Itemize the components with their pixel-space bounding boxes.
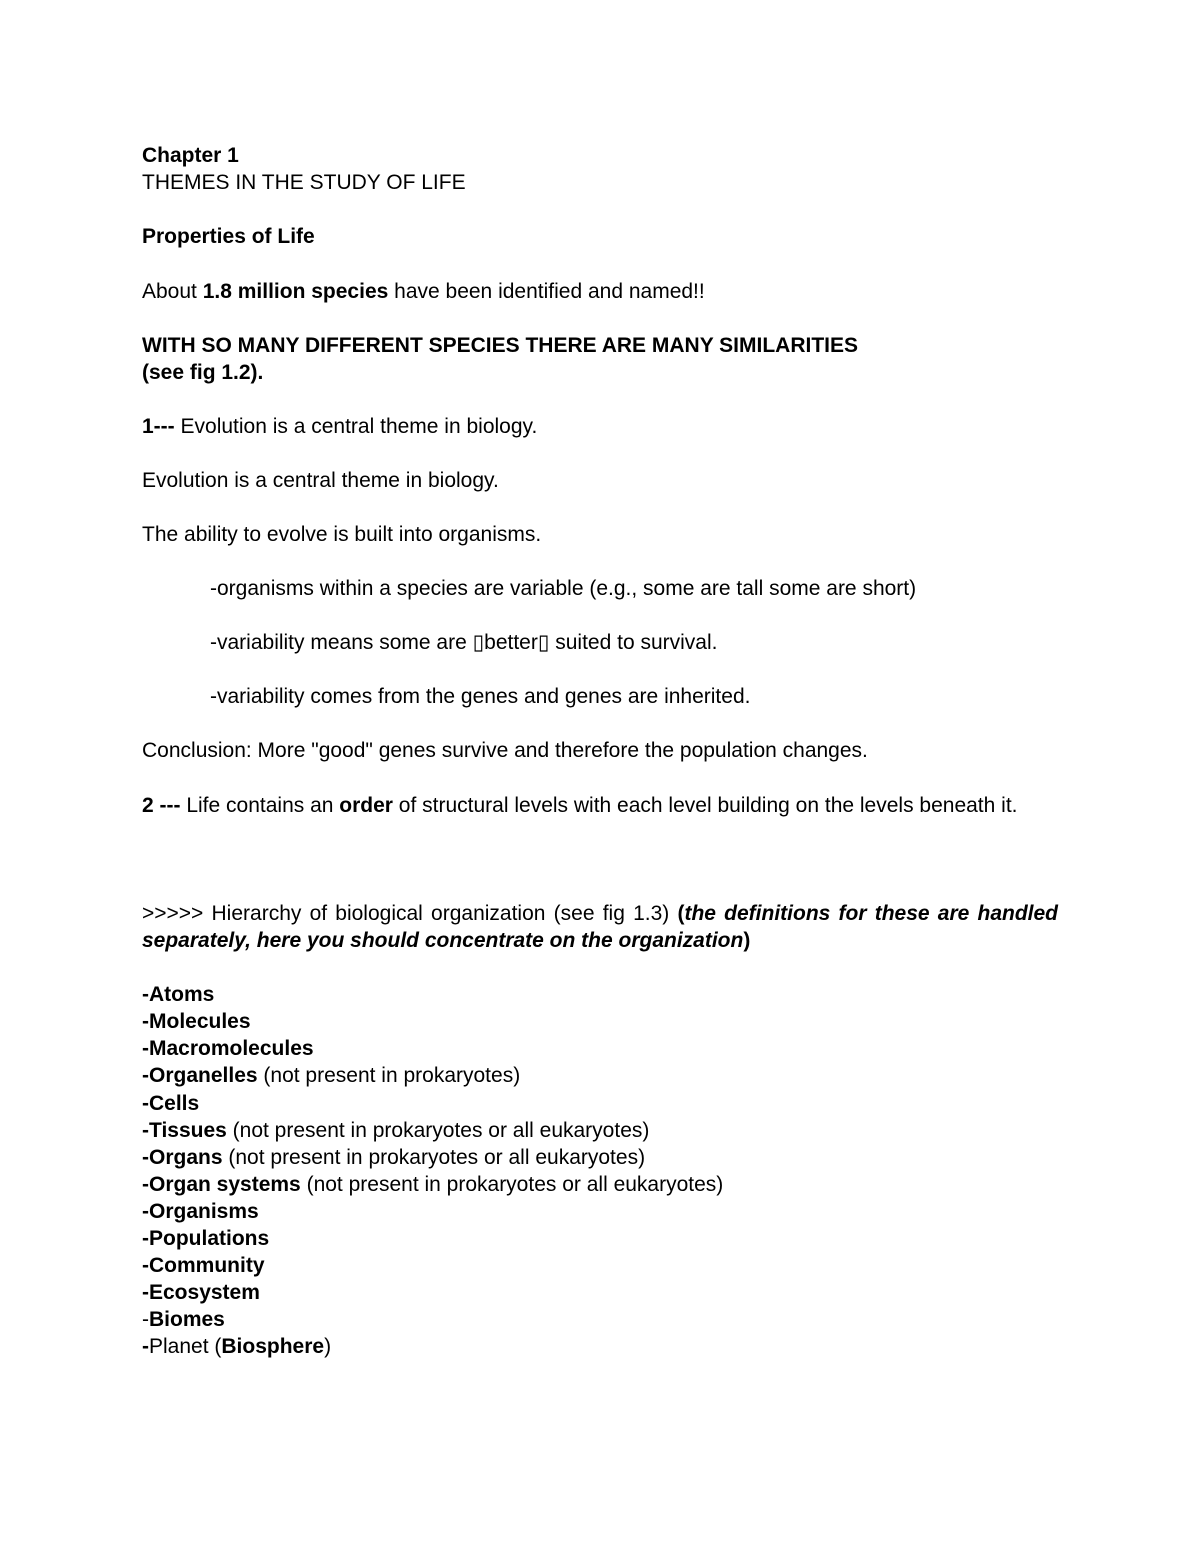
level-populations: -Populations	[142, 1227, 270, 1250]
ability-sentence: The ability to evolve is built into organisms.	[142, 523, 542, 546]
level-organ-systems: -Organ systems (not present in prokaryotes or all eukaryotes)	[142, 1173, 724, 1196]
bullet-variable: -organisms within a species are variable (e.g., some are tall some are short)	[210, 577, 917, 600]
chapter-title: THEMES IN THE STUDY OF LIFE	[142, 171, 466, 194]
bullet-better-suited: -variability means some are ▯better▯ suited to survival.	[210, 631, 718, 654]
level-ecosystem: -Ecosystem	[142, 1281, 260, 1304]
level-community: -Community	[142, 1254, 265, 1277]
level-biomes: -Biomes	[142, 1308, 225, 1331]
level-molecules: -Molecules	[142, 1010, 251, 1033]
species-count-line: About 1.8 million species have been identified and named!!	[142, 280, 705, 303]
level-macromolecules: -Macromolecules	[142, 1037, 314, 1060]
level-organs: -Organs (not present in prokaryotes or all eukaryotes)	[142, 1146, 646, 1169]
level-tissues: -Tissues (not present in prokaryotes or all eukaryotes)	[142, 1119, 650, 1142]
similarities-figure-ref: (see fig 1.2).	[142, 361, 264, 384]
evolution-sentence: Evolution is a central theme in biology.	[142, 469, 499, 492]
level-atoms: -Atoms	[142, 983, 215, 1006]
theme-1: 1--- Evolution is a central theme in biology.	[142, 415, 538, 438]
section-heading: Properties of Life	[142, 225, 315, 248]
level-organelles: -Organelles (not present in prokaryotes)	[142, 1064, 521, 1087]
similarities-heading: WITH SO MANY DIFFERENT SPECIES THERE ARE MANY SIMILARITIES	[142, 334, 858, 357]
level-organisms: -Organisms	[142, 1200, 259, 1223]
level-cells: -Cells	[142, 1092, 200, 1115]
conclusion: Conclusion: More "good" genes survive and therefore the population changes.	[142, 739, 868, 762]
bullet-inherited: -variability comes from the genes and genes are inherited.	[210, 685, 751, 708]
chapter-number: Chapter 1	[142, 144, 239, 167]
hierarchy-intro: >>>>> Hierarchy of biological organization (see fig 1.3) (the definitions for these are handled separately, here you should concentrate on the organization)	[142, 902, 1059, 952]
theme-2: 2 --- Life contains an order of structural levels with each level building on the levels beneath it.	[142, 794, 1018, 817]
level-planet: -Planet (Biosphere)	[142, 1335, 332, 1358]
